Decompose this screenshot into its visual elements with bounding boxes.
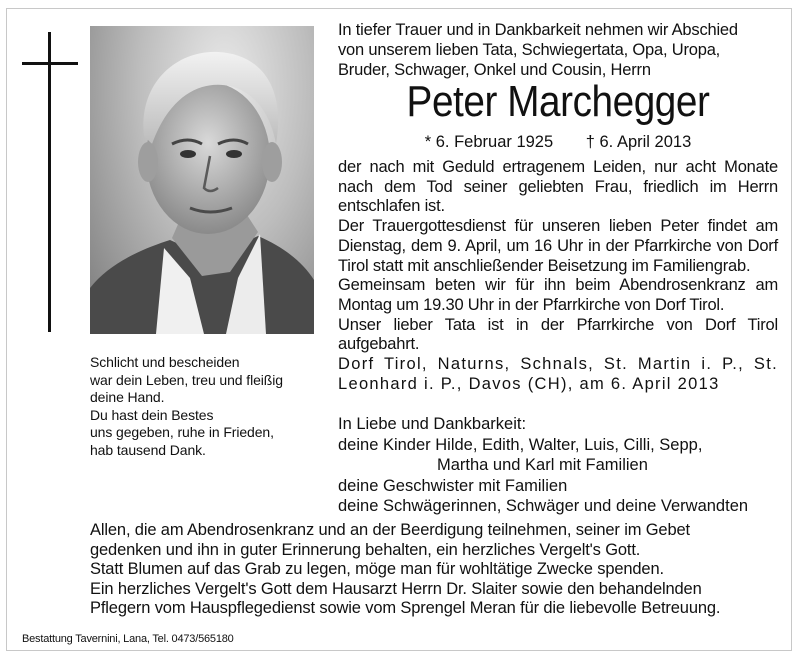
poem-line: Schlicht und bescheiden [90, 354, 240, 370]
poem-line: hab tausend Dank. [90, 441, 206, 458]
mourners-list [338, 414, 778, 517]
poem-line: deine Hand. [90, 389, 165, 406]
deceased-name: Peter Marchegger [406, 77, 710, 126]
memorial-poem [90, 354, 320, 460]
intro-text [338, 20, 778, 80]
mourners-line: Martha und Karl mit Familien [437, 456, 648, 474]
life-dates [338, 132, 778, 152]
intro-line: Bruder, Schwager, Onkel und Cousin, Herrn [338, 61, 651, 79]
funeral-home-credit: Bestattung Taverninі, Lana, Tel. 0473/565180 [22, 633, 234, 645]
mourners-line: deine Schwägerinnen, Schwäger und deine Verwandten [338, 497, 749, 515]
poem-line: Du hast dein Bestes [90, 406, 214, 423]
body-paragraph: Der Trauergottesdienst für unseren lieben Peter findet am Dienstag, dem 9. April, um 16 Uhr in der Pfarrkirche von Dorf Tirol statt mit anschließender Beisetzung im Familiengrab. [338, 217, 778, 275]
mourners-line: In Liebe und Dankbarkeit: [338, 415, 527, 433]
cross-vertical [48, 32, 51, 332]
mourners-line: deine Kinder Hilde, Edith, Walter, Luis, Cilli, Sepp, [338, 435, 703, 454]
thanks-line: Statt Blumen auf das Grab zu legen, möge man für wohltätige Zwecke spenden. [90, 560, 664, 579]
mourners-line: deine Geschwister mit Familien [338, 476, 568, 495]
thanks-line: Allen, die am Abendrosenkranz und an der Beerdigung teilnehmen, seiner im Gebet [90, 521, 690, 539]
cross-icon [22, 32, 78, 332]
intro-line: In tiefer Trauer und in Dankbarkeit nehmen wir Abschied [338, 21, 738, 39]
thanks-line: Pflegern vom Hauspflegedienst sowie vom Sprengel Meran für die liebevolle Betreuung. [90, 599, 721, 618]
cross-horizontal [22, 62, 78, 65]
body-paragraph: Gemeinsam beten wir für ihn beim Abendrosenkranz am Montag um 19.30 Uhr in der Pfarrkirche von Dorf Tirol. [338, 276, 778, 314]
intro-line: von unserem lieben Tata, Schwiegertata, Opa, Uropa, [338, 41, 721, 59]
portrait-illustration [90, 26, 314, 334]
thanks-line: gedenken und ihn in guter Erinnerung behalten, ein herzliches Vergelt's Gott. [90, 540, 641, 559]
death-date: † 6. April 2013 [585, 133, 692, 151]
places-and-date: Dorf Tirol, Naturns, Schnals, St. Martin i. P., St. Leonhard i. P., Davos (CH), am 6. April 2013 [338, 355, 778, 393]
poem-line: war dein Leben, treu und fleißig [90, 371, 283, 388]
portrait-photo [90, 26, 314, 334]
thanks-text [90, 521, 780, 619]
body-paragraph: der nach mit Geduld ertragenem Leiden, nur acht Monate nach dem Tod seiner geliebten Frau, friedlich im Herrn entschlafen ist. [338, 158, 778, 216]
body-paragraph: Unser lieber Tata ist in der Pfarrkirche von Dorf Tirol aufgebahrt. [338, 315, 778, 354]
poem-line: uns gegeben, ruhe in Frieden, [90, 424, 274, 441]
thanks-line: Ein herzliches Vergelt's Gott dem Hausarzt Herrn Dr. Slaiter sowie den behandelnden [90, 579, 702, 598]
birth-date: * 6. Februar 1925 [424, 133, 554, 151]
notice-body [338, 158, 778, 394]
